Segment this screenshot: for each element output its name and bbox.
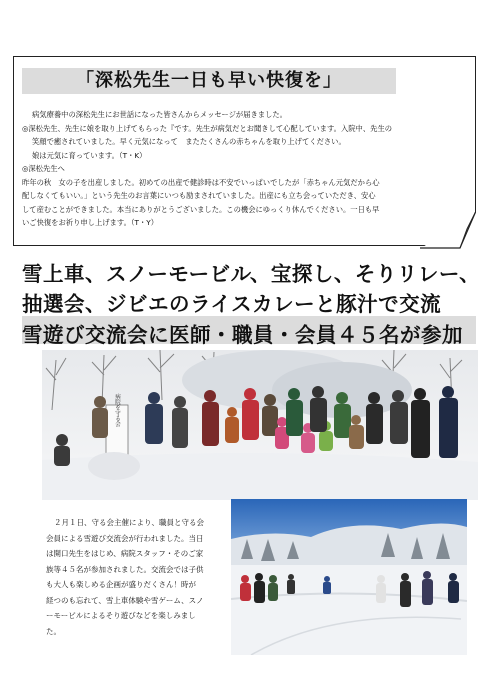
message-intro: 病気療養中の深松先生にお世話になった皆さんからメッセージが届きました。 [32, 110, 287, 119]
group-photo [42, 350, 478, 500]
message1-line: ◎深松先生、先生に娘を取り上げてもらった『です。先生が病気だとお聞きして心配しています。入院中、先生の [22, 123, 393, 133]
group-photo-sign-text: 病院を守る会 [114, 393, 120, 427]
message2-line: いご快復をお祈り申し上げます。（T・Y） [22, 218, 159, 227]
report-line: 会員による雪遊び交流会が行われました。当日 [46, 533, 204, 543]
report-line: た。 [46, 626, 61, 636]
message1-line: 娘は元気に育っています。（T・K） [32, 150, 147, 160]
message2-line: 昨年の秋 女の子を出産しました。初めての出産で健診時は不安でいっぱいでしたが「赤ちゃん元気だから心 [22, 177, 380, 187]
report-line: も大人も楽しめる企画が盛りだくさん！時が [46, 580, 196, 589]
report-line: 族等４５名が参加されました。交流会では子供 [46, 564, 204, 574]
report-line: は開口先生をはじめ、病院スタッフ・そのご家 [46, 549, 204, 558]
message2-line: 配しなくてもいい。」という先生のお言葉にいつも励まされていました。出産にも立ち会っていただき、安心 [22, 191, 376, 200]
headline-line-3: 雪遊び交流会に医師・職員・会員４５名が参加 [22, 323, 463, 347]
message1-line: 笑顔で癒されていました。早く元気になって またたくさんの赤ちゃんを取り上げてください。 [32, 137, 346, 146]
message-title: 「深松先生一日も早い快復を」 [76, 70, 342, 91]
report-line: ２月１日、守る会主催により、職員と守る会 [54, 518, 204, 527]
report-text [46, 515, 230, 639]
message-body [22, 108, 472, 230]
headline-line-1: 雪上車、スノーモービル、宝探し、そりリレー、 [22, 262, 481, 286]
headline-line-2: 抽選会、ジビエのライスカレーと豚汁で交流 [22, 292, 442, 316]
message2-line: して産むことができました。本当にありがとうございました。この機会にゆっくり休んでください。一日も早 [22, 204, 380, 214]
snow-event-photo [231, 499, 467, 655]
report-line: ーモービルによるそり遊びなどを楽しみまし [46, 611, 196, 620]
report-line: 経つのも忘れて、雪上車体験や雪ゲーム、スノ [46, 595, 204, 605]
message2-heading: ◎深松先生へ [22, 164, 65, 173]
